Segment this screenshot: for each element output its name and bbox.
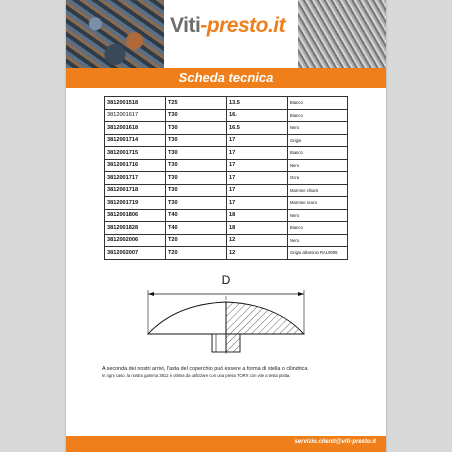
cap-right-half-hatched [226, 302, 304, 334]
dimension-label: D [221, 273, 231, 287]
torx-size-cell: T30 [166, 122, 227, 135]
product-code-cell: 3812001719 [105, 197, 166, 210]
diameter-cell: 16. [227, 109, 288, 122]
spec-table [104, 96, 348, 260]
logo-accent-text: -presto.it [200, 14, 286, 37]
cap-stem-left [212, 334, 226, 352]
diameter-cell: 17 [227, 147, 288, 160]
color-cell: Nero [288, 159, 348, 172]
color-cell: Bianco [288, 97, 348, 110]
cap-cross-section-drawing [136, 272, 316, 358]
product-code-cell: 3812001717 [105, 172, 166, 185]
diameter-cell: 18 [227, 209, 288, 222]
product-code-cell: 3812001715 [105, 147, 166, 160]
table-row [105, 147, 348, 160]
table-row [105, 209, 348, 222]
color-cell: Bianco [288, 222, 348, 235]
diameter-cell: 16.5 [227, 122, 288, 135]
cap-stem-right-hatched [226, 334, 240, 352]
product-code-cell: 3812001718 [105, 184, 166, 197]
dimension-arrow-right [298, 292, 304, 296]
table-row [105, 159, 348, 172]
header-banner [66, 0, 386, 68]
logo-main-text: Viti [170, 14, 201, 37]
table-row [105, 197, 348, 210]
diameter-cell: 17 [227, 197, 288, 210]
color-cell: Nero [288, 122, 348, 135]
diameter-cell: 18 [227, 222, 288, 235]
torx-size-cell: T30 [166, 197, 227, 210]
color-cell: Ocra [288, 172, 348, 185]
tools-photo [66, 0, 164, 68]
diameter-cell: 17 [227, 184, 288, 197]
product-code-cell: 3812001618 [105, 122, 166, 135]
torx-size-cell: T25 [166, 97, 227, 110]
torx-size-cell: T30 [166, 134, 227, 147]
table-row [105, 109, 348, 122]
torx-size-cell: T40 [166, 222, 227, 235]
product-code-cell: 3812002007 [105, 247, 166, 260]
color-cell: Marrone scuro [288, 197, 348, 210]
diameter-cell: 17 [227, 172, 288, 185]
product-code-cell: 3812001714 [105, 134, 166, 147]
color-cell: Grigio alluminio RAL9006 [288, 247, 348, 260]
dimension-arrow-left [148, 292, 154, 296]
note-line-2: In ogni caso, la nostra gamma 3812 è ottima da utilizzare con una presa TORX con vite a testa piatta. [102, 373, 291, 378]
torx-size-cell: T30 [166, 172, 227, 185]
color-cell: Nero [288, 209, 348, 222]
brand-logo [170, 14, 285, 38]
table-row [105, 97, 348, 110]
color-cell: Grigio [288, 134, 348, 147]
table-row [105, 234, 348, 247]
product-code-cell: 3812001806 [105, 209, 166, 222]
diameter-cell: 17 [227, 159, 288, 172]
torx-size-cell: T30 [166, 147, 227, 160]
table-row [105, 122, 348, 135]
torx-size-cell: T30 [166, 109, 227, 122]
screws-photo [298, 0, 386, 68]
diameter-cell: 12 [227, 234, 288, 247]
color-cell: Nero [288, 234, 348, 247]
page-title: Scheda tecnica [66, 68, 386, 88]
torx-size-cell: T40 [166, 209, 227, 222]
product-code-cell: 3812001518 [105, 97, 166, 110]
table-row [105, 222, 348, 235]
torx-size-cell: T30 [166, 184, 227, 197]
customer-service-email[interactable]: servizio.clienti@viti-presto.it [294, 439, 376, 445]
table-row [105, 184, 348, 197]
color-cell: Bianco [288, 147, 348, 160]
diameter-cell: 13.5 [227, 97, 288, 110]
product-code-cell: 3812001716 [105, 159, 166, 172]
table-row [105, 172, 348, 185]
product-code-cell: 3812002006 [105, 234, 166, 247]
torx-size-cell: T20 [166, 234, 227, 247]
footer-bar [66, 436, 386, 452]
torx-size-cell: T20 [166, 247, 227, 260]
torx-size-cell: T30 [166, 159, 227, 172]
diameter-cell: 17 [227, 134, 288, 147]
note-line-1: A seconda dei nostri arrivi, l'asta del coperchio può essere a forma di stella o cilindrica. [102, 366, 309, 372]
product-note [102, 366, 362, 379]
color-cell: Bianco [288, 109, 348, 122]
datasheet-page [66, 0, 386, 452]
product-code-cell: 3812001828 [105, 222, 166, 235]
diameter-cell: 12 [227, 247, 288, 260]
cap-left-half [148, 302, 226, 334]
product-code-cell: 3812001617 [105, 109, 166, 122]
table-row [105, 247, 348, 260]
color-cell: Marrone chiaro [288, 184, 348, 197]
table-row [105, 134, 348, 147]
